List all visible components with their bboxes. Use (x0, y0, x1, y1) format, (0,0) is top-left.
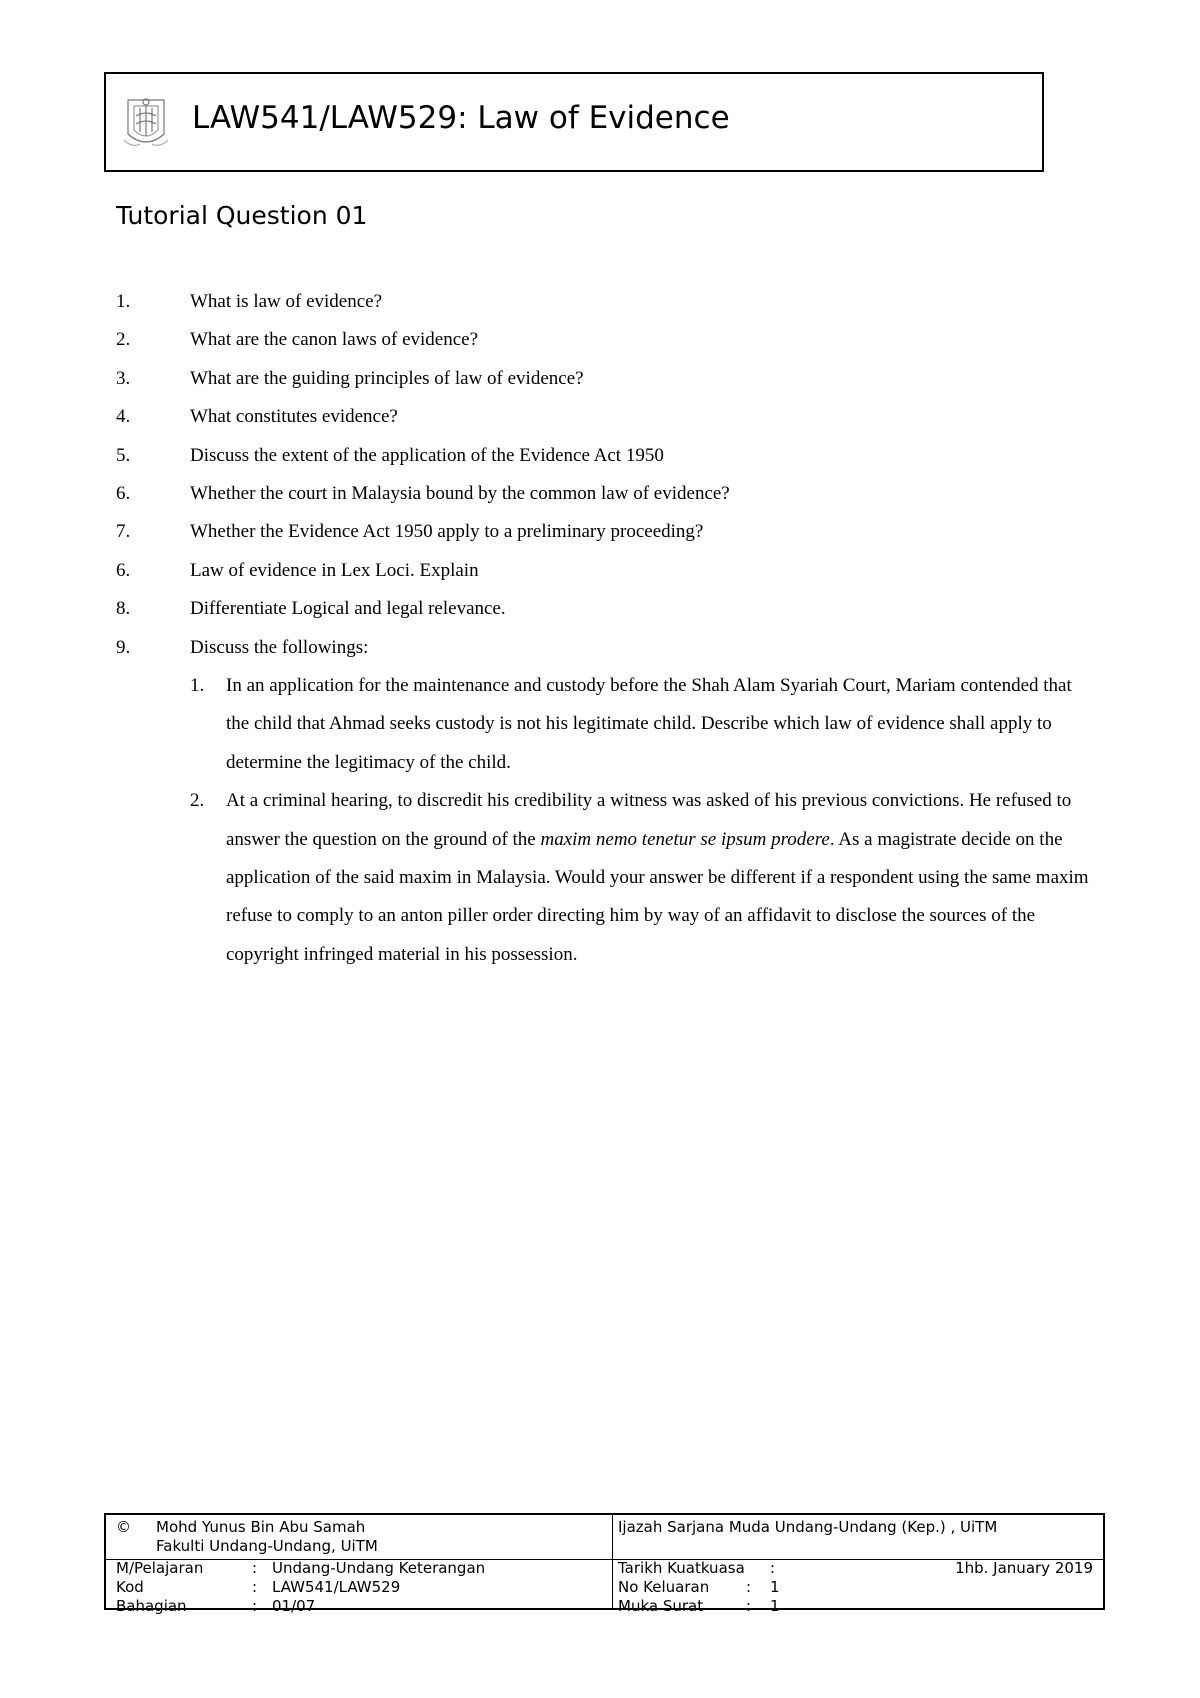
programme-name: Ijazah Sarjana Muda Undang-Undang (Kep.) , UiTM (618, 1518, 998, 1536)
question-number: 8. (116, 598, 131, 620)
question-text: Law of evidence in Lex Loci. Explain (190, 559, 479, 581)
faculty-name: Fakulti Undang-Undang, UiTM (156, 1537, 378, 1555)
footer-sep: : (252, 1597, 258, 1615)
sub-question-text: In an application for the maintenance and custody before the Shah Alam Syariah Court, Mariam contended that the child that Ahmad seeks custody is not his legitimate child. Describe which law of evidence shall apply to determine the legitimacy of the child. (226, 674, 1072, 773)
footer-sep: : (770, 1559, 776, 1577)
footer-label: Tarikh Kuatkuasa (618, 1559, 745, 1577)
footer-value: LAW541/LAW529 (272, 1578, 401, 1596)
question-number: 6. (116, 559, 131, 581)
question-item (116, 475, 1096, 513)
sub-question-item (116, 667, 1096, 782)
question-text: Differentiate Logical and legal relevance. (190, 598, 506, 620)
sub-question-number: 2. (190, 790, 205, 812)
footer-value: 01/07 (272, 1597, 316, 1615)
question-text: What are the guiding principles of law of evidence? (190, 367, 584, 389)
question-text: What is law of evidence? (190, 291, 383, 312)
footer-value: 1hb. January 2019 (955, 1559, 1093, 1577)
sub-question-item (116, 782, 1096, 974)
question-text: What are the canon laws of evidence? (190, 329, 479, 351)
sub-question-number: 1. (190, 674, 205, 696)
question-item (116, 437, 1096, 475)
question-number: 9. (116, 636, 131, 658)
question-item (116, 398, 1096, 436)
question-number: 7. (116, 521, 131, 543)
question-item (116, 321, 1096, 359)
question-number: 1. (116, 291, 131, 312)
question-number: 2. (116, 329, 131, 351)
footer-label: Muka Surat (618, 1597, 704, 1615)
question-text: Whether the Evidence Act 1950 apply to a preliminary proceeding? (190, 521, 704, 543)
sub-question-text-part: At a criminal hearing, to discredit his credibility a witness was asked of his previous convictions. He refused to answer the question on the ground of the (226, 790, 1072, 850)
question-number: 3. (116, 367, 131, 389)
footer-value: Undang-Undang Keterangan (272, 1559, 486, 1577)
question-text: Discuss the extent of the application of the Evidence Act 1950 (190, 444, 664, 466)
latin-maxim: maxim nemo tenetur se ipsum prodere (540, 828, 830, 850)
question-item (116, 283, 1096, 321)
question-number: 4. (116, 406, 131, 428)
footer-sep: : (252, 1559, 258, 1577)
author-name: Mohd Yunus Bin Abu Samah (156, 1518, 366, 1536)
footer-divider (612, 1515, 613, 1608)
sub-question-list (116, 667, 1096, 974)
question-item (116, 513, 1096, 551)
footer-sep: : (746, 1597, 752, 1615)
sub-question-text-part: . As a magistrate decide on the application of the said maxim in Malaysia. Would your answer be different if a respondent using the same maxim refuse to comply to an anton piller order directing him by way of an affidavit to disclose the sources of the copyright infringed material in his possession. (226, 828, 1089, 965)
question-number: 6. (116, 482, 131, 504)
uitm-crest-icon (122, 94, 170, 152)
document-footer (104, 1513, 1105, 1615)
question-list (116, 283, 1096, 974)
question-text: Whether the court in Malaysia bound by the common law of evidence? (190, 482, 730, 504)
footer-label: Bahagian (116, 1597, 187, 1615)
copyright-symbol: © (116, 1518, 131, 1536)
footer-sep: : (746, 1578, 752, 1596)
document-title: LAW541/LAW529: Law of Evidence (192, 100, 730, 136)
footer-label: M/Pelajaran (116, 1559, 204, 1577)
question-item (116, 552, 1096, 590)
question-text: Discuss the followings: (190, 636, 369, 658)
question-item (116, 629, 1096, 667)
footer-label: Kod (116, 1578, 144, 1596)
question-item (116, 360, 1096, 398)
footer-value: 1 (770, 1597, 780, 1615)
question-item (116, 590, 1096, 628)
tutorial-title: Tutorial Question 01 (116, 201, 368, 230)
footer-value: 1 (770, 1578, 780, 1596)
sub-question-text (226, 782, 1096, 974)
document-header (104, 72, 1044, 172)
question-text: What constitutes evidence? (190, 406, 398, 428)
question-number: 5. (116, 444, 131, 466)
footer-sep: : (252, 1578, 258, 1596)
footer-label: No Keluaran (618, 1578, 710, 1596)
